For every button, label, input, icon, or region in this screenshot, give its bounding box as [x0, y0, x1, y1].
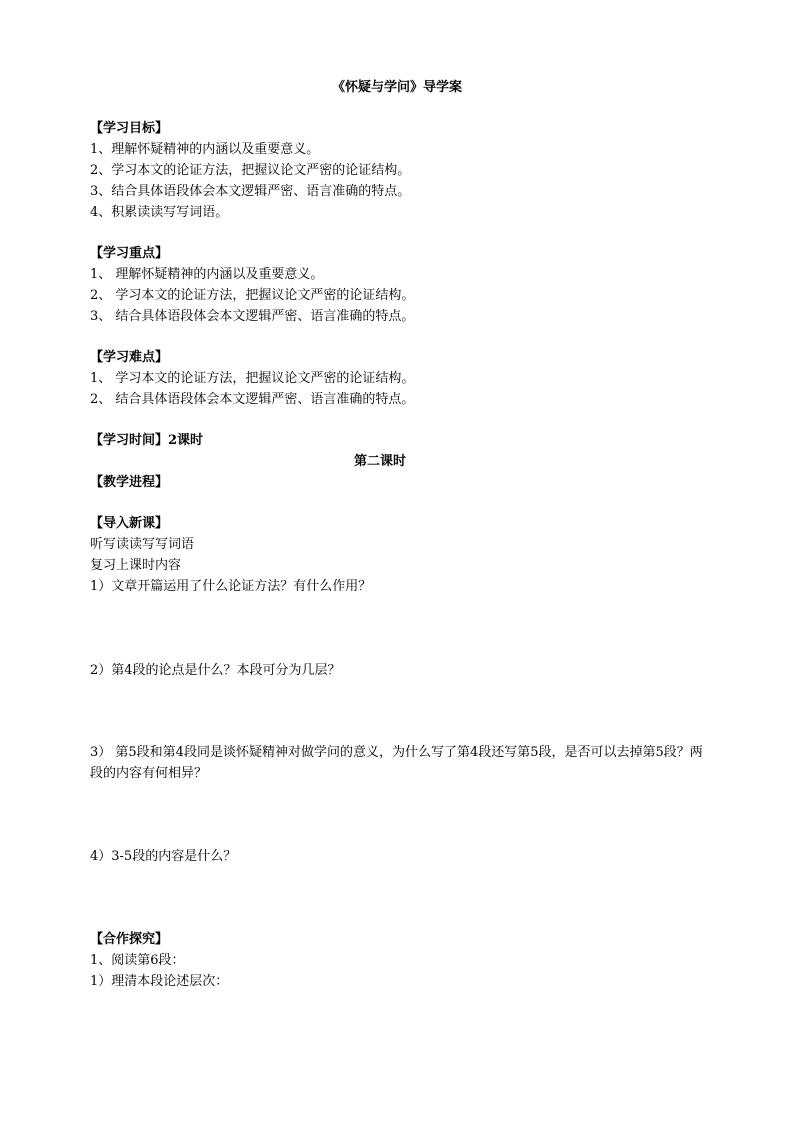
- difficulties-heading: 【学习难点】: [90, 350, 169, 365]
- goal-item: 2、学习本文的论证方法，把握议论文严密的论证结构。: [90, 163, 411, 178]
- lesson-label: 第二课时: [353, 454, 406, 469]
- difficulty-item: 1、 学习本文的论证方法，把握议论文严密的论证结构。: [90, 371, 415, 386]
- difficulty-item: 2、 结合具体语段体会本文逻辑严密、语言准确的特点。: [90, 392, 415, 407]
- intro-line: 听写读读写写词语: [90, 537, 195, 552]
- key-point-item: 1、 理解怀疑精神的内涵以及重要意义。: [90, 267, 324, 282]
- intro-heading: 【导入新课】: [90, 516, 169, 531]
- study-time: 【学习时间】2课时: [90, 433, 204, 448]
- goal-item: 3、结合具体语段体会本文逻辑严密、语言准确的特点。: [90, 184, 411, 199]
- document-title: 《怀疑与学问》导学案: [331, 80, 462, 95]
- coop-line: 1、阅读第6段：: [90, 953, 185, 968]
- coop-line: 1）理清本段论述层次：: [90, 974, 229, 989]
- goal-item: 1、理解怀疑精神的内涵以及重要意义。: [90, 142, 320, 157]
- question-4: 4）3-5段的内容是什么？: [90, 849, 237, 864]
- key-point-item: 3、 结合具体语段体会本文逻辑严密、语言准确的特点。: [90, 309, 415, 324]
- goal-item: 4、积累读读写写词语。: [90, 205, 229, 220]
- question-3: 3） 第5段和第4段同是谈怀疑精神对做学问的意义，为什么写了第4段还写第5段，是否可以去掉第5段？两段的内容有何相异？: [90, 745, 703, 781]
- intro-line: 复习上课时内容: [90, 558, 182, 573]
- coop-heading: 【合作探究】: [90, 932, 169, 947]
- key-points-heading: 【学习重点】: [90, 246, 169, 261]
- goals-heading: 【学习目标】: [90, 121, 169, 136]
- question-1: 1）文章开篇运用了什么论证方法？有什么作用？: [90, 579, 372, 594]
- question-2: 2）第4段的论点是什么？本段可分为几层？: [90, 663, 341, 678]
- process-heading: 【教学进程】: [90, 475, 169, 490]
- key-point-item: 2、 学习本文的论证方法，把握议论文严密的论证结构。: [90, 288, 415, 303]
